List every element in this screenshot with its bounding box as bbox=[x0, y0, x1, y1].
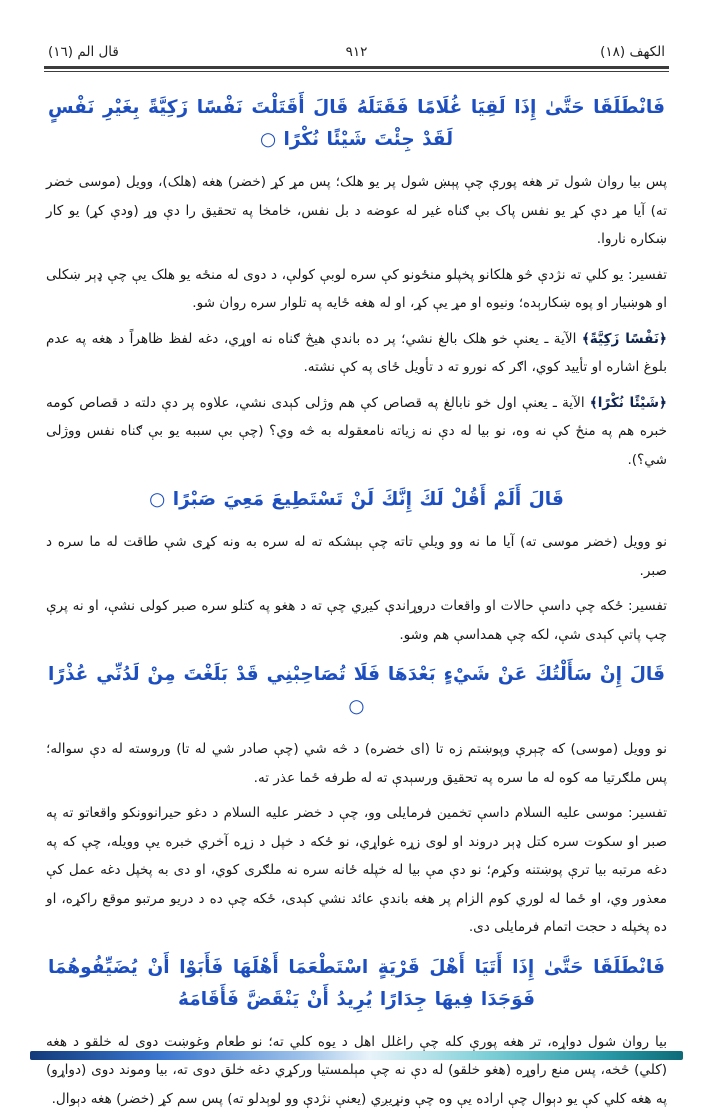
footer-ornament-bar bbox=[30, 1051, 683, 1060]
tafsir-paragraph: تفسیر: یو کلي ته نژدې څو هلکانو پخپلو منځونو کې سره لوبې کولې، د دوی له منځه یو هلک یې چې ډېر ښکلی او هوښیار او پوه ښکارېده؛ ونیوه او مړ یې کړ، او له هغه ځایه په تلوار سره روان شو. bbox=[46, 261, 667, 318]
quran-verse-18-76: قَالَ إِنْ سَأَلْتُكَ عَنْ شَيْءٍ بَعْدَهَا فَلَا تُصَاحِبْنِي قَدْ بَلَغْتَ مِنْ لَدُنِّي عُذْرًا ○ bbox=[48, 659, 665, 723]
quran-verse-18-77: فَانْطَلَقَا حَتَّىٰ إِذَا أَتَيَا أَهْلَ قَرْيَةٍ اسْتَطْعَمَا أَهْلَهَا فَأَبَوْا أَنْ يُضَيِّفُوهُمَا فَوَجَدَا فِيهَا جِدَارًا يُرِيدُ أَنْ يَنْقَضَّ فَأَقَامَهُ bbox=[48, 952, 665, 1016]
note-text: الآیة ـ یعنې خو هلک بالغ نشي؛ پر ده باندې هیڅ ګناه نه اوړي، دغه لفظ ظاهراً د هغه په عدم بلوغ اشاره او تأیید کوي، اګر که نورو ته د تأویل ځای په کې نشته. bbox=[46, 331, 667, 376]
quran-verse-18-74: فَانْطَلَقَا حَتَّىٰ إِذَا لَقِيَا غُلَامًا فَقَتَلَهُ قَالَ أَقَتَلْتَ نَفْسًا زَكِيَّةً بِغَيْرِ نَفْسٍ لَقَدْ جِئْتَ شَيْئًا نُكْرًا ○ bbox=[48, 92, 665, 156]
note-text: الآیة ـ یعنې اول خو نابالغ په قصاص کې هم وژلی کېدی نشي، علاوه پر دې دلته د قصاص کومه خبره هم په منځ کې نه وه، نو بیا له دې نه زیاته نامعقوله به څه وي؟ (چې بې سببه یو بې ګناه نفس ووژلی شي؟). bbox=[46, 395, 667, 468]
tafsir-paragraph: تفسیر: ځکه چې داسې حالات او واقعات دروړاندې کیږي چې ته د هغو په کتلو سره صبر کولی نشې، او نه پرې چپ پاتې کېدی شې، لکه چې همداسې هم وشو. bbox=[46, 592, 667, 649]
page-content bbox=[0, 72, 713, 1113]
translation-paragraph: نو وویل (موسی) که چېرې وپوښتم زه تا (ای خضره) د څه شي (چې صادر شي له تا) وروسته له دې سواله؛ پس ملګرتیا مه کوه له ما سره په تحقیق ورسېدې ته له طرفه ځما عذر ته. bbox=[46, 735, 667, 792]
header-page-number: ٩١٢ bbox=[158, 44, 555, 60]
translation-paragraph: پس بیا روان شول تر هغه پورې چې پېښ شول پر یو هلک؛ پس مړ کړ (خضر) هغه (هلک)، وویل (موسی خضر ته) آیا مړ دې کړ یو نفس پاک بې ګناه غیر له عوضه د بل نفس، خامخا په تحقیق را دې وړ (ودې کړ) یو کار ښکاره ناروا. bbox=[46, 168, 667, 254]
inline-quran-quote: ﴿شَيْئًا نُكْرًا﴾ bbox=[590, 395, 667, 411]
tafsir-paragraph: تفسیر: موسی علیه السلام داسې تخمین فرمایلی وو، چې د خضر علیه السلام د دغو حیرانوونکو واقعاتو ته په صبر او سکوت سره کتل ډېر دروند او لوی زړه غواړي، نو ځکه د خپل د زړه آخري خبره یې وویله، چې که په دغه مرتبه بیا ترې پوښتنه وکړم؛ نو دې مې بیا له خپله ځانه سره نه ملګری کوي، او دی به پخپل دغه عمل کې معذور وي، او ځما له لوري کوم الزام پر هغه باندې عائد نشي کېدی، ځکه چې ده د دریو مرتبو موقع راکړه، او ده پخپله د حجت اتمام فرمایلی دی. bbox=[46, 799, 667, 942]
translation-paragraph: نو وویل (خضر موسی ته) آیا ما نه وو ویلي تاته چې بېشکه ته له سره به ونه کړی شې طاقت له ما سره د صبر. bbox=[46, 528, 667, 585]
header-surah-title: الكهف (١٨) bbox=[555, 44, 665, 60]
tafsir-book-page bbox=[0, 44, 713, 1068]
page-header bbox=[0, 44, 713, 60]
translation-paragraph: بیا روان شول دواړه، تر هغه پورې کله چې راغلل اهل د یوه کلي ته؛ نو طعام وغوښت دوی له خلقو د هغه (کلي) څخه، پس منع راوړه (هغو خلقو) له دې نه چې مېلمستیا ورکړي دغه خلق دوی ته، بیا وموند دوی (دواړو) په هغه کلي کې یو دېوال چې اراده یې وه چې ونړیږي (یعنې نژدې وو لوېدلو ته) پس سم کړ (خضر) هغه دېوال. bbox=[46, 1028, 667, 1113]
note-paragraph bbox=[46, 389, 667, 475]
inline-quran-quote: ﴿نَفْسًا زَكِيَّةً﴾ bbox=[582, 331, 667, 347]
quran-verse-18-75: قَالَ أَلَمْ أَقُلْ لَكَ إِنَّكَ لَنْ تَسْتَطِيعَ مَعِيَ صَبْرًا ○ bbox=[48, 484, 665, 516]
header-juz-title: قال الم (١٦) bbox=[48, 44, 158, 60]
note-paragraph bbox=[46, 325, 667, 382]
